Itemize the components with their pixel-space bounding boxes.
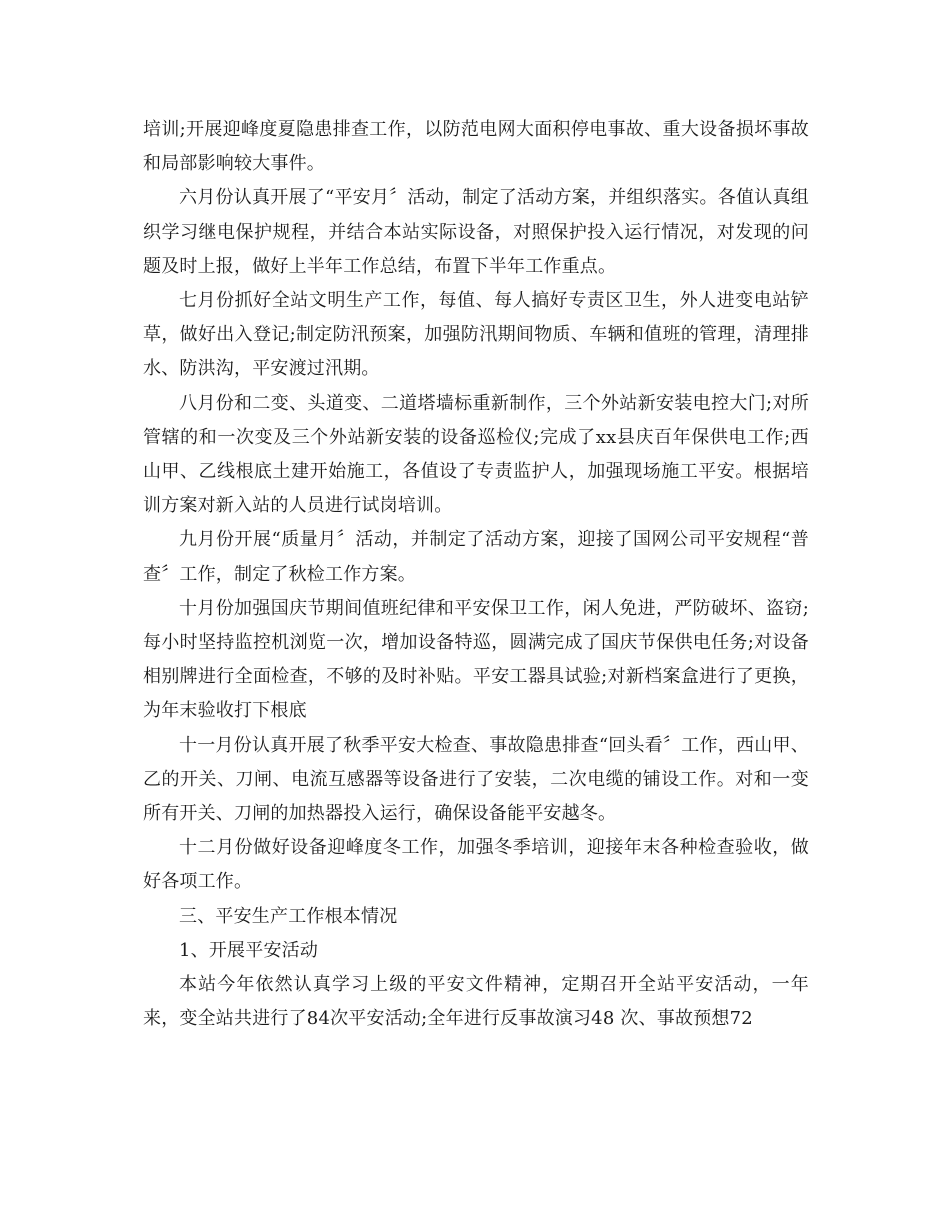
paragraph-1: 培训;开展迎峰度夏隐患排查工作，以防范电网大面积停电事故、重大设备损坏事故和局部影响较大事件。 bbox=[143, 119, 809, 175]
paragraph-11: 本站今年依然认真学习上级的平安文件精神，定期召开全站平安活动，一年来，变全站共进行了84次平安活动;全年进行反事故演习48 次、事故预想72 bbox=[143, 974, 809, 1030]
paragraph-3: 七月份抓好全站文明生产工作，每值、每人搞好专责区卫生，外人进变电站铲草，做好出入登记;制定防汛预案，加强防汛期间物质、车辆和值班的管理，清理排水、防洪沟，平安渡过汛期。 bbox=[143, 290, 809, 380]
paragraph-8: 十二月份做好设备迎峰度冬工作，加强冬季培训，迎接年末各种检查验收，做好各项工作。 bbox=[143, 837, 809, 893]
paragraph-2: 六月份认真开展了“平安月〞活动，制定了活动方案，并组织落实。各值认真组织学习继电保护规程，并结合本站实际设备，对照保护投入运行情况，对发现的问题及时上报，做好上半年工作总结，布置下半年工作重点。 bbox=[143, 187, 809, 277]
subsection-heading: 1、开展平安活动 bbox=[179, 939, 319, 961]
paragraph-7: 十一月份认真开展了秋季平安大检查、事故隐患排查“回头看〞工作，西山甲、乙的开关、刀闸、电流互感器等设备进行了安装，二次电缆的铺设工作。对和一变所有开关、刀闸的加热器投入运行，确保设备能平安越冬。 bbox=[143, 734, 809, 825]
paragraph-6: 十月份加强国庆节期间值班纪律和平安保卫工作，闲人免进，严防破坏、盗窃;每小时坚持监控机浏览一次，增加设备特巡，圆满完成了国庆节保供电任务;对设备相别牌进行全面检查，不够的及时补贴。平安工器具试验;对新档案盒进行了更换，为年末验收打下根底 bbox=[143, 597, 809, 722]
document-page bbox=[143, 113, 809, 1036]
paragraph-5: 九月份开展“质量月〞活动，并制定了活动方案，迎接了国网公司平安规程“普查〞工作，制定了秋检工作方案。 bbox=[143, 529, 809, 585]
section-heading: 三、平安生产工作根本情况 bbox=[179, 905, 398, 927]
paragraph-4: 八月份和二变、头道变、二道塔墙标重新制作，三个外站新安装电控大门;对所管辖的和一次变及三个外站新安装的设备巡检仪;完成了xx县庆百年保供电工作;西山甲、乙线根底土建开始施工，各值设了专责监护人，加强现场施工平安。根据培训方案对新入站的人员进行试岗培训。 bbox=[143, 392, 809, 517]
